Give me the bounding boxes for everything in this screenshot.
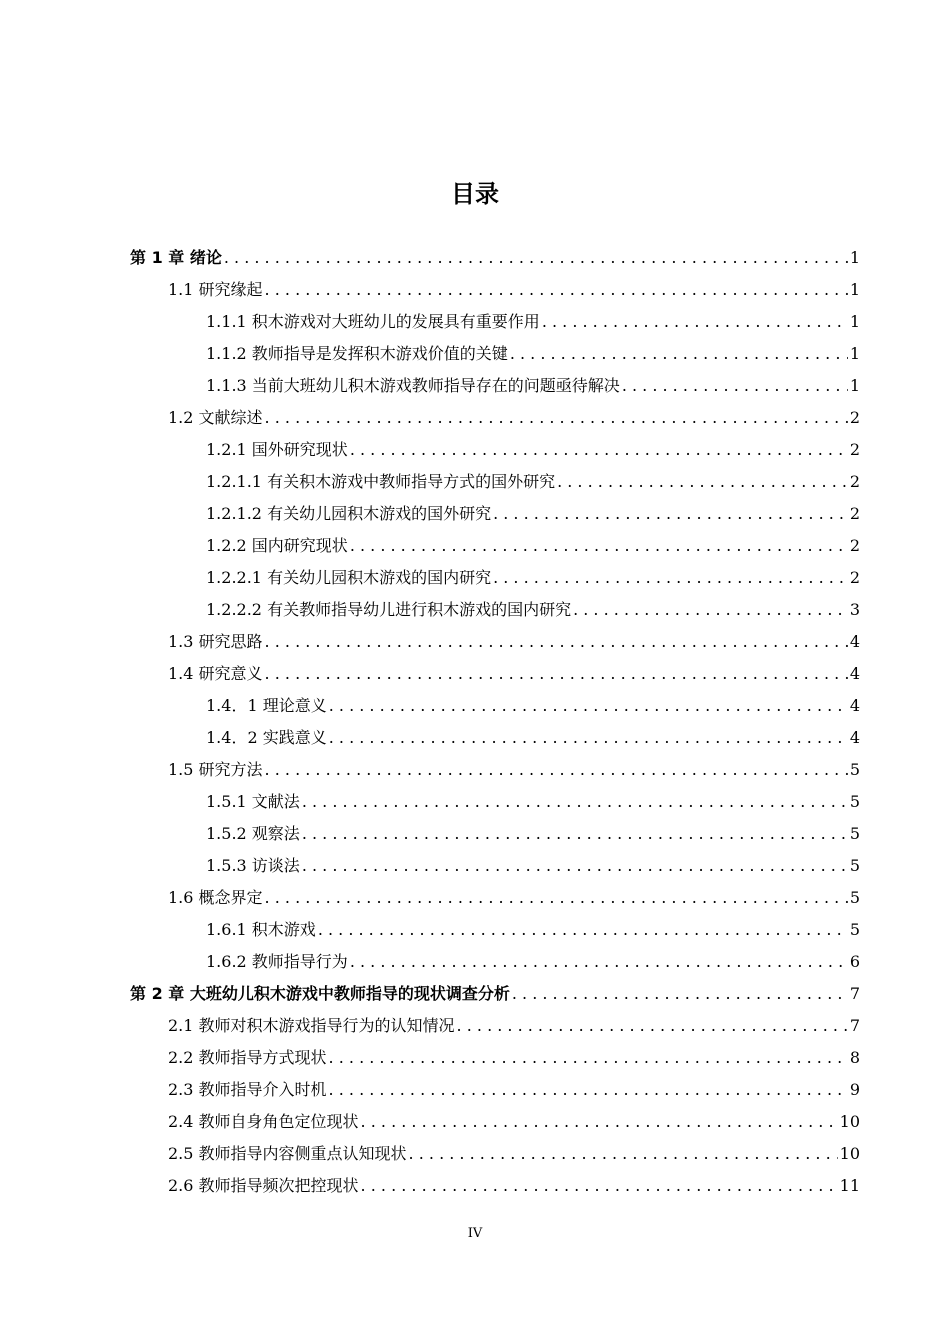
toc-entry-label: 1.2.2.2 有关教师指导幼儿进行积木游戏的国内研究 — [206, 600, 572, 619]
toc-entry-label: 1.1.1 积木游戏对大班幼儿的发展具有重要作用 — [206, 312, 540, 331]
toc-entry-page-number: 10 — [839, 1144, 860, 1163]
toc-entry[interactable] — [130, 370, 860, 402]
toc-dot-leader — [493, 498, 848, 530]
toc-dot-leader — [510, 338, 848, 370]
toc-dot-leader — [265, 626, 848, 658]
table-of-contents — [130, 242, 860, 1202]
toc-entry[interactable] — [130, 562, 860, 594]
toc-entry[interactable] — [130, 1138, 860, 1170]
toc-entry-label: 1.1.3 当前大班幼儿积木游戏教师指导存在的问题亟待解决 — [206, 376, 620, 395]
toc-entry-page-number: 4 — [849, 696, 860, 715]
toc-entry-label: 1.4．1 理论意义 — [206, 696, 327, 715]
toc-entry[interactable] — [130, 946, 860, 978]
toc-dot-leader — [329, 722, 848, 754]
toc-entry-page-number: 10 — [839, 1112, 860, 1131]
toc-entry-label: 2.5 教师指导内容侧重点认知现状 — [168, 1144, 407, 1163]
toc-entry[interactable] — [130, 274, 860, 306]
toc-entry[interactable] — [130, 658, 860, 690]
toc-entry-page-number: 5 — [849, 920, 860, 939]
toc-dot-leader — [493, 562, 848, 594]
toc-entry[interactable] — [130, 306, 860, 338]
toc-entry-page-number: 2 — [849, 472, 860, 491]
toc-entry-page-number: 7 — [849, 984, 860, 1003]
toc-entry[interactable] — [130, 466, 860, 498]
toc-dot-leader — [302, 786, 848, 818]
toc-entry-page-number: 3 — [849, 600, 860, 619]
toc-entry[interactable] — [130, 786, 860, 818]
toc-entry-label: 1.2.2.1 有关幼儿园积木游戏的国内研究 — [206, 568, 492, 587]
toc-entry[interactable] — [130, 626, 860, 658]
toc-dot-leader — [318, 914, 848, 946]
toc-dot-leader — [350, 530, 848, 562]
toc-entry-label: 2.3 教师指导介入时机 — [168, 1080, 327, 1099]
toc-entry-label: 2.6 教师指导频次把控现状 — [168, 1176, 359, 1195]
toc-entry-label: 1.5 研究方法 — [168, 760, 263, 779]
toc-entry-label: 1.2.1.1 有关积木游戏中教师指导方式的国外研究 — [206, 472, 556, 491]
toc-dot-leader — [622, 370, 848, 402]
toc-entry[interactable] — [130, 530, 860, 562]
toc-dot-leader — [265, 754, 848, 786]
toc-entry-label: 第 1 章 绪论 — [130, 248, 222, 267]
toc-entry[interactable] — [130, 882, 860, 914]
toc-entry[interactable] — [130, 690, 860, 722]
toc-entry-label: 1.5.3 访谈法 — [206, 856, 300, 875]
toc-title: 目录 — [451, 180, 499, 208]
toc-entry-page-number: 1 — [849, 376, 860, 395]
toc-entry-label: 1.6.2 教师指导行为 — [206, 952, 348, 971]
toc-entry-label: 1.2.2 国内研究现状 — [206, 536, 348, 555]
toc-entry-label: 1.1.2 教师指导是发挥积木游戏价值的关键 — [206, 344, 508, 363]
toc-entry-page-number: 5 — [849, 888, 860, 907]
toc-entry[interactable] — [130, 594, 860, 626]
toc-dot-leader — [265, 882, 848, 914]
toc-entry-page-number: 5 — [849, 856, 860, 875]
toc-entry-label: 1.3 研究思路 — [168, 632, 263, 651]
toc-entry[interactable] — [130, 818, 860, 850]
toc-entry-label: 1.4 研究意义 — [168, 664, 263, 683]
toc-entry-page-number: 2 — [849, 440, 860, 459]
toc-entry-page-number: 1 — [849, 248, 860, 267]
toc-entry-page-number: 2 — [849, 408, 860, 427]
toc-dot-leader — [265, 658, 848, 690]
toc-entry-label: 1.2.1.2 有关幼儿园积木游戏的国外研究 — [206, 504, 492, 523]
toc-entry-page-number: 1 — [849, 280, 860, 299]
toc-entry-page-number: 11 — [839, 1176, 860, 1195]
toc-entry-page-number: 1 — [849, 312, 860, 331]
toc-dot-leader — [265, 402, 848, 434]
toc-entry-label: 1.2 文献综述 — [168, 408, 263, 427]
toc-entry-label: 2.2 教师指导方式现状 — [168, 1048, 327, 1067]
toc-entry-label: 1.5.2 观察法 — [206, 824, 300, 843]
toc-entry[interactable] — [130, 1106, 860, 1138]
toc-dot-leader — [329, 690, 848, 722]
toc-entry-label: 1.4．2 实践意义 — [206, 728, 327, 747]
toc-entry-label: 1.6.1 积木游戏 — [206, 920, 316, 939]
toc-entry[interactable] — [130, 242, 860, 274]
toc-entry[interactable] — [130, 978, 860, 1010]
toc-dot-leader — [361, 1106, 838, 1138]
toc-entry-page-number: 1 — [849, 344, 860, 363]
toc-entry-label: 1.5.1 文献法 — [206, 792, 300, 811]
toc-entry-page-number: 9 — [849, 1080, 860, 1099]
toc-entry[interactable] — [130, 498, 860, 530]
toc-dot-leader — [350, 434, 848, 466]
toc-entry-page-number: 4 — [849, 664, 860, 683]
toc-entry-page-number: 5 — [849, 792, 860, 811]
toc-entry-page-number: 5 — [849, 824, 860, 843]
toc-entry-page-number: 2 — [849, 536, 860, 555]
toc-entry[interactable] — [130, 850, 860, 882]
toc-entry-label: 2.4 教师自身角色定位现状 — [168, 1112, 359, 1131]
toc-entry-page-number: 5 — [849, 760, 860, 779]
toc-entry-label: 1.6 概念界定 — [168, 888, 263, 907]
toc-dot-leader — [409, 1138, 838, 1170]
toc-dot-leader — [573, 594, 848, 626]
toc-entry-label: 2.1 教师对积木游戏指导行为的认知情况 — [168, 1016, 455, 1035]
toc-dot-leader — [350, 946, 848, 978]
toc-entry[interactable] — [130, 1010, 860, 1042]
toc-entry-page-number: 4 — [849, 728, 860, 747]
toc-entry-page-number: 6 — [849, 952, 860, 971]
toc-dot-leader — [557, 466, 848, 498]
toc-dot-leader — [302, 818, 848, 850]
page-number-footer: IV — [467, 1226, 483, 1241]
toc-entry[interactable] — [130, 754, 860, 786]
toc-dot-leader — [224, 242, 848, 274]
toc-dot-leader — [265, 274, 848, 306]
toc-entry[interactable] — [130, 402, 860, 434]
toc-dot-leader — [542, 306, 848, 338]
toc-entry[interactable] — [130, 434, 860, 466]
toc-dot-leader — [361, 1170, 838, 1202]
toc-dot-leader — [329, 1042, 848, 1074]
toc-entry[interactable] — [130, 338, 860, 370]
toc-dot-leader — [512, 978, 848, 1010]
toc-entry-page-number: 7 — [849, 1016, 860, 1035]
toc-dot-leader — [302, 850, 848, 882]
toc-entry[interactable] — [130, 914, 860, 946]
toc-entry-label: 第 2 章 大班幼儿积木游戏中教师指导的现状调查分析 — [130, 984, 510, 1003]
toc-entry-page-number: 2 — [849, 568, 860, 587]
toc-entry-page-number: 2 — [849, 504, 860, 523]
toc-dot-leader — [457, 1010, 848, 1042]
toc-entry-page-number: 4 — [849, 632, 860, 651]
toc-entry[interactable] — [130, 1042, 860, 1074]
toc-entry[interactable] — [130, 1170, 860, 1202]
toc-entry[interactable] — [130, 722, 860, 754]
toc-entry[interactable] — [130, 1074, 860, 1106]
toc-dot-leader — [329, 1074, 848, 1106]
toc-entry-page-number: 8 — [849, 1048, 860, 1067]
toc-entry-label: 1.2.1 国外研究现状 — [206, 440, 348, 459]
toc-entry-label: 1.1 研究缘起 — [168, 280, 263, 299]
